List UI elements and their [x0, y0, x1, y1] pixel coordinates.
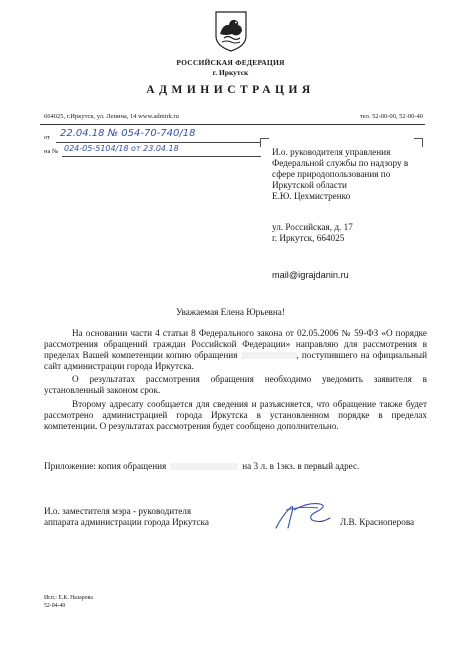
- city-coat-of-arms-icon: [214, 10, 248, 52]
- reg-to-label: на №: [44, 148, 59, 155]
- recipient-line: Федеральной службы по надзору в: [272, 158, 409, 168]
- p1-text-b: , поступившего на официальный сайт администрации города Иркутска.: [44, 350, 427, 371]
- registration-from: [44, 128, 264, 144]
- recipient-email: mail@igrajdanin.ru: [272, 270, 349, 280]
- executor-name: Исп.: Е.К. Назарова: [44, 595, 93, 601]
- recipient-address: [272, 222, 353, 244]
- p1-text-a: На основании части 4 статьи 8 Федерального закона от 02.05.2006 № 59-ФЗ «О порядке рассмотрения обращений граждан Российской Федерации» направляю для рассмотрения в пределах Вашей компетенции копию обращения: [44, 328, 427, 360]
- redacted-field: [241, 352, 297, 359]
- body-paragraph-1: [44, 328, 427, 372]
- recipient-line: сфере природопользования по: [272, 169, 391, 179]
- registration-to: [44, 143, 264, 159]
- signatory-title-line: И.о. заместителя мэра - руководителя: [44, 506, 192, 516]
- address-corner-right: [414, 138, 423, 147]
- recipient-address-line: ул. Российская, д. 17: [272, 222, 353, 232]
- recipient-line: Иркутской области: [272, 180, 347, 190]
- org-city: г. Иркутск: [212, 68, 249, 77]
- salutation: Уважаемая Елена Юрьевна!: [176, 307, 285, 317]
- address-corner-left: [260, 138, 269, 147]
- executor-phone: 52-04-40: [44, 603, 66, 609]
- attachment-label: Приложение: копия обращения: [44, 461, 167, 471]
- reg-to-handwritten: 024-05-5104/18 от 23.04.18: [64, 144, 179, 153]
- executor-info: [44, 594, 93, 610]
- signatory-name: Л.В. Красноперова: [340, 517, 415, 527]
- recipient-block: [272, 147, 408, 202]
- body-paragraph-3: Второму адресату сообщается для сведения и разъясняется, что обращение также будет рассмотрено администрацией города Иркутска в установленном порядке в пределах компетенции. О результатах рассмотрения будет сообщено дополнительно.: [44, 399, 427, 431]
- handwritten-signature: [268, 498, 338, 532]
- redacted-field: [170, 463, 238, 470]
- attachment-line: [44, 461, 359, 471]
- org-country: РОССИЙСКАЯ ФЕДЕРАЦИЯ: [176, 58, 285, 67]
- recipient-line: И.о. руководителя управления: [272, 147, 391, 157]
- org-title: АДМИНИСТРАЦИЯ: [146, 84, 315, 96]
- recipient-address-line: г. Иркутск, 664025: [272, 233, 345, 243]
- reg-from-handwritten: 22.04.18 № 054-70-740/18: [60, 128, 196, 139]
- attachment-tail: на 3 л. в 1экз. в первый адрес.: [242, 461, 360, 471]
- reg-from-label: от: [44, 134, 51, 141]
- recipient-line: Е.Ю. Цехмистренко: [272, 191, 351, 201]
- org-address: 664025, г.Иркутск, ул. Ленина, 14 www.admirk.ru: [44, 113, 179, 120]
- signatory-title-line: аппарата администрации города Иркутска: [44, 517, 209, 527]
- header-divider: [40, 124, 425, 125]
- body-paragraph-2: О результатах рассмотрения обращения необходимо уведомить заявителя в установленный законом срок.: [44, 374, 427, 395]
- signatory-title: [44, 506, 209, 528]
- org-phones: тел. 52-00-00, 52-00-40: [359, 113, 423, 120]
